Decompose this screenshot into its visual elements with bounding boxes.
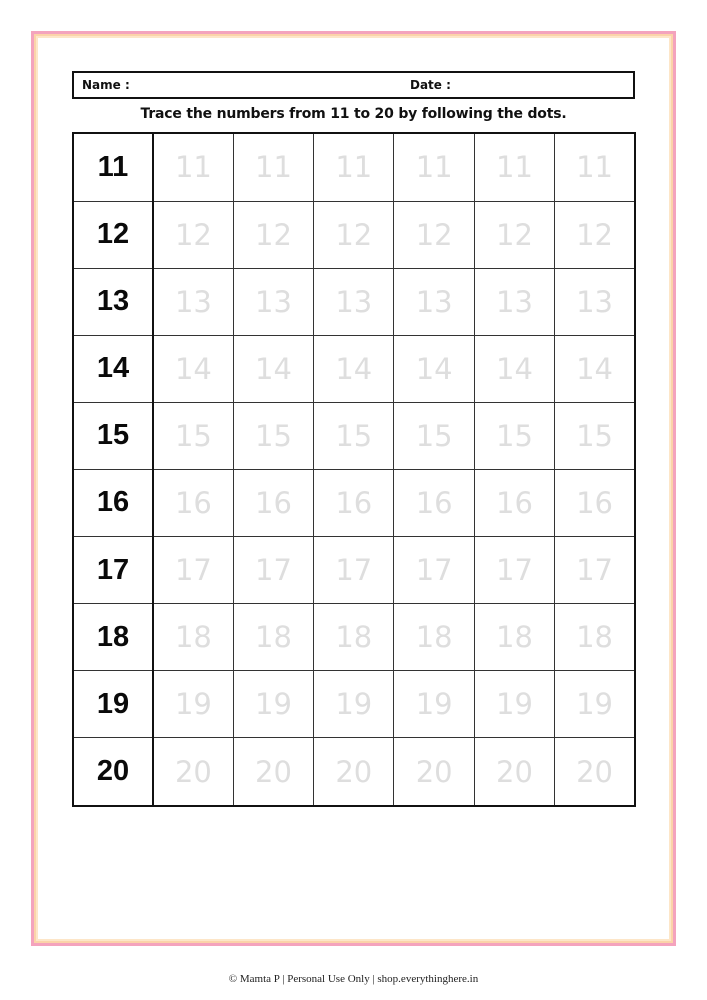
trace-number[interactable]: 14 (394, 335, 474, 402)
trace-number[interactable]: 15 (394, 402, 474, 469)
trace-number[interactable]: 11 (153, 133, 233, 201)
trace-number[interactable]: 20 (314, 738, 394, 806)
trace-number[interactable]: 12 (233, 201, 313, 268)
trace-number[interactable]: 13 (153, 268, 233, 335)
grid-row (73, 201, 635, 268)
trace-number[interactable]: 14 (555, 335, 635, 402)
trace-number[interactable]: 18 (233, 604, 313, 671)
trace-number[interactable]: 18 (474, 604, 554, 671)
trace-number[interactable]: 19 (474, 671, 554, 738)
trace-number[interactable]: 18 (555, 604, 635, 671)
trace-number[interactable]: 17 (474, 537, 554, 604)
trace-number[interactable]: 19 (153, 671, 233, 738)
grid-row (73, 671, 635, 738)
trace-number[interactable]: 20 (153, 738, 233, 806)
trace-number[interactable]: 16 (555, 469, 635, 536)
model-number: 12 (73, 201, 153, 268)
trace-number[interactable]: 18 (314, 604, 394, 671)
grid-row (73, 537, 635, 604)
grid-row (73, 738, 635, 806)
instruction-text: Trace the numbers from 11 to 20 by following the dots. (140, 106, 567, 122)
trace-number[interactable]: 16 (394, 469, 474, 536)
grid-row (73, 268, 635, 335)
trace-number[interactable]: 14 (233, 335, 313, 402)
trace-number[interactable]: 15 (474, 402, 554, 469)
trace-number[interactable]: 18 (153, 604, 233, 671)
trace-number[interactable]: 14 (474, 335, 554, 402)
trace-number[interactable]: 16 (474, 469, 554, 536)
trace-number[interactable]: 13 (474, 268, 554, 335)
trace-number[interactable]: 18 (394, 604, 474, 671)
model-number: 15 (73, 402, 153, 469)
model-number: 13 (73, 268, 153, 335)
trace-number[interactable]: 16 (153, 469, 233, 536)
trace-number[interactable]: 11 (233, 133, 313, 201)
trace-number[interactable]: 19 (555, 671, 635, 738)
trace-number[interactable]: 12 (474, 201, 554, 268)
model-number: 19 (73, 671, 153, 738)
trace-number[interactable]: 20 (555, 738, 635, 806)
trace-number[interactable]: 17 (233, 537, 313, 604)
trace-number[interactable]: 19 (233, 671, 313, 738)
trace-number[interactable]: 15 (555, 402, 635, 469)
trace-number[interactable]: 11 (474, 133, 554, 201)
model-number: 18 (73, 604, 153, 671)
trace-number[interactable]: 13 (314, 268, 394, 335)
model-number: 17 (73, 537, 153, 604)
trace-number[interactable]: 12 (555, 201, 635, 268)
grid-row (73, 133, 635, 201)
tracing-grid (72, 132, 636, 807)
trace-number[interactable]: 13 (233, 268, 313, 335)
trace-number[interactable]: 20 (233, 738, 313, 806)
trace-number[interactable]: 16 (233, 469, 313, 536)
trace-number[interactable]: 11 (394, 133, 474, 201)
model-number: 11 (73, 133, 153, 201)
grid-row (73, 604, 635, 671)
model-number: 20 (73, 738, 153, 806)
model-number: 14 (73, 335, 153, 402)
trace-number[interactable]: 19 (394, 671, 474, 738)
trace-number[interactable]: 20 (394, 738, 474, 806)
grid-row (73, 335, 635, 402)
trace-number[interactable]: 17 (394, 537, 474, 604)
trace-number[interactable]: 13 (394, 268, 474, 335)
trace-number[interactable]: 12 (314, 201, 394, 268)
trace-number[interactable]: 19 (314, 671, 394, 738)
trace-number[interactable]: 17 (314, 537, 394, 604)
trace-number[interactable]: 20 (474, 738, 554, 806)
trace-number[interactable]: 11 (314, 133, 394, 201)
trace-number[interactable]: 14 (314, 335, 394, 402)
footer-credit: © Mamta P | Personal Use Only | shop.everythinghere.in (228, 973, 479, 985)
trace-number[interactable]: 14 (153, 335, 233, 402)
date-label: Date : (410, 78, 451, 92)
trace-number[interactable]: 12 (394, 201, 474, 268)
trace-number[interactable]: 15 (153, 402, 233, 469)
trace-number[interactable]: 17 (555, 537, 635, 604)
trace-number[interactable]: 13 (555, 268, 635, 335)
trace-number[interactable]: 16 (314, 469, 394, 536)
model-number: 16 (73, 469, 153, 536)
grid-row (73, 469, 635, 536)
name-date-bar (72, 71, 635, 99)
trace-number[interactable]: 11 (555, 133, 635, 201)
trace-number[interactable]: 15 (233, 402, 313, 469)
name-label: Name : (82, 78, 130, 92)
trace-number[interactable]: 17 (153, 537, 233, 604)
grid-row (73, 402, 635, 469)
trace-number[interactable]: 12 (153, 201, 233, 268)
trace-number[interactable]: 15 (314, 402, 394, 469)
